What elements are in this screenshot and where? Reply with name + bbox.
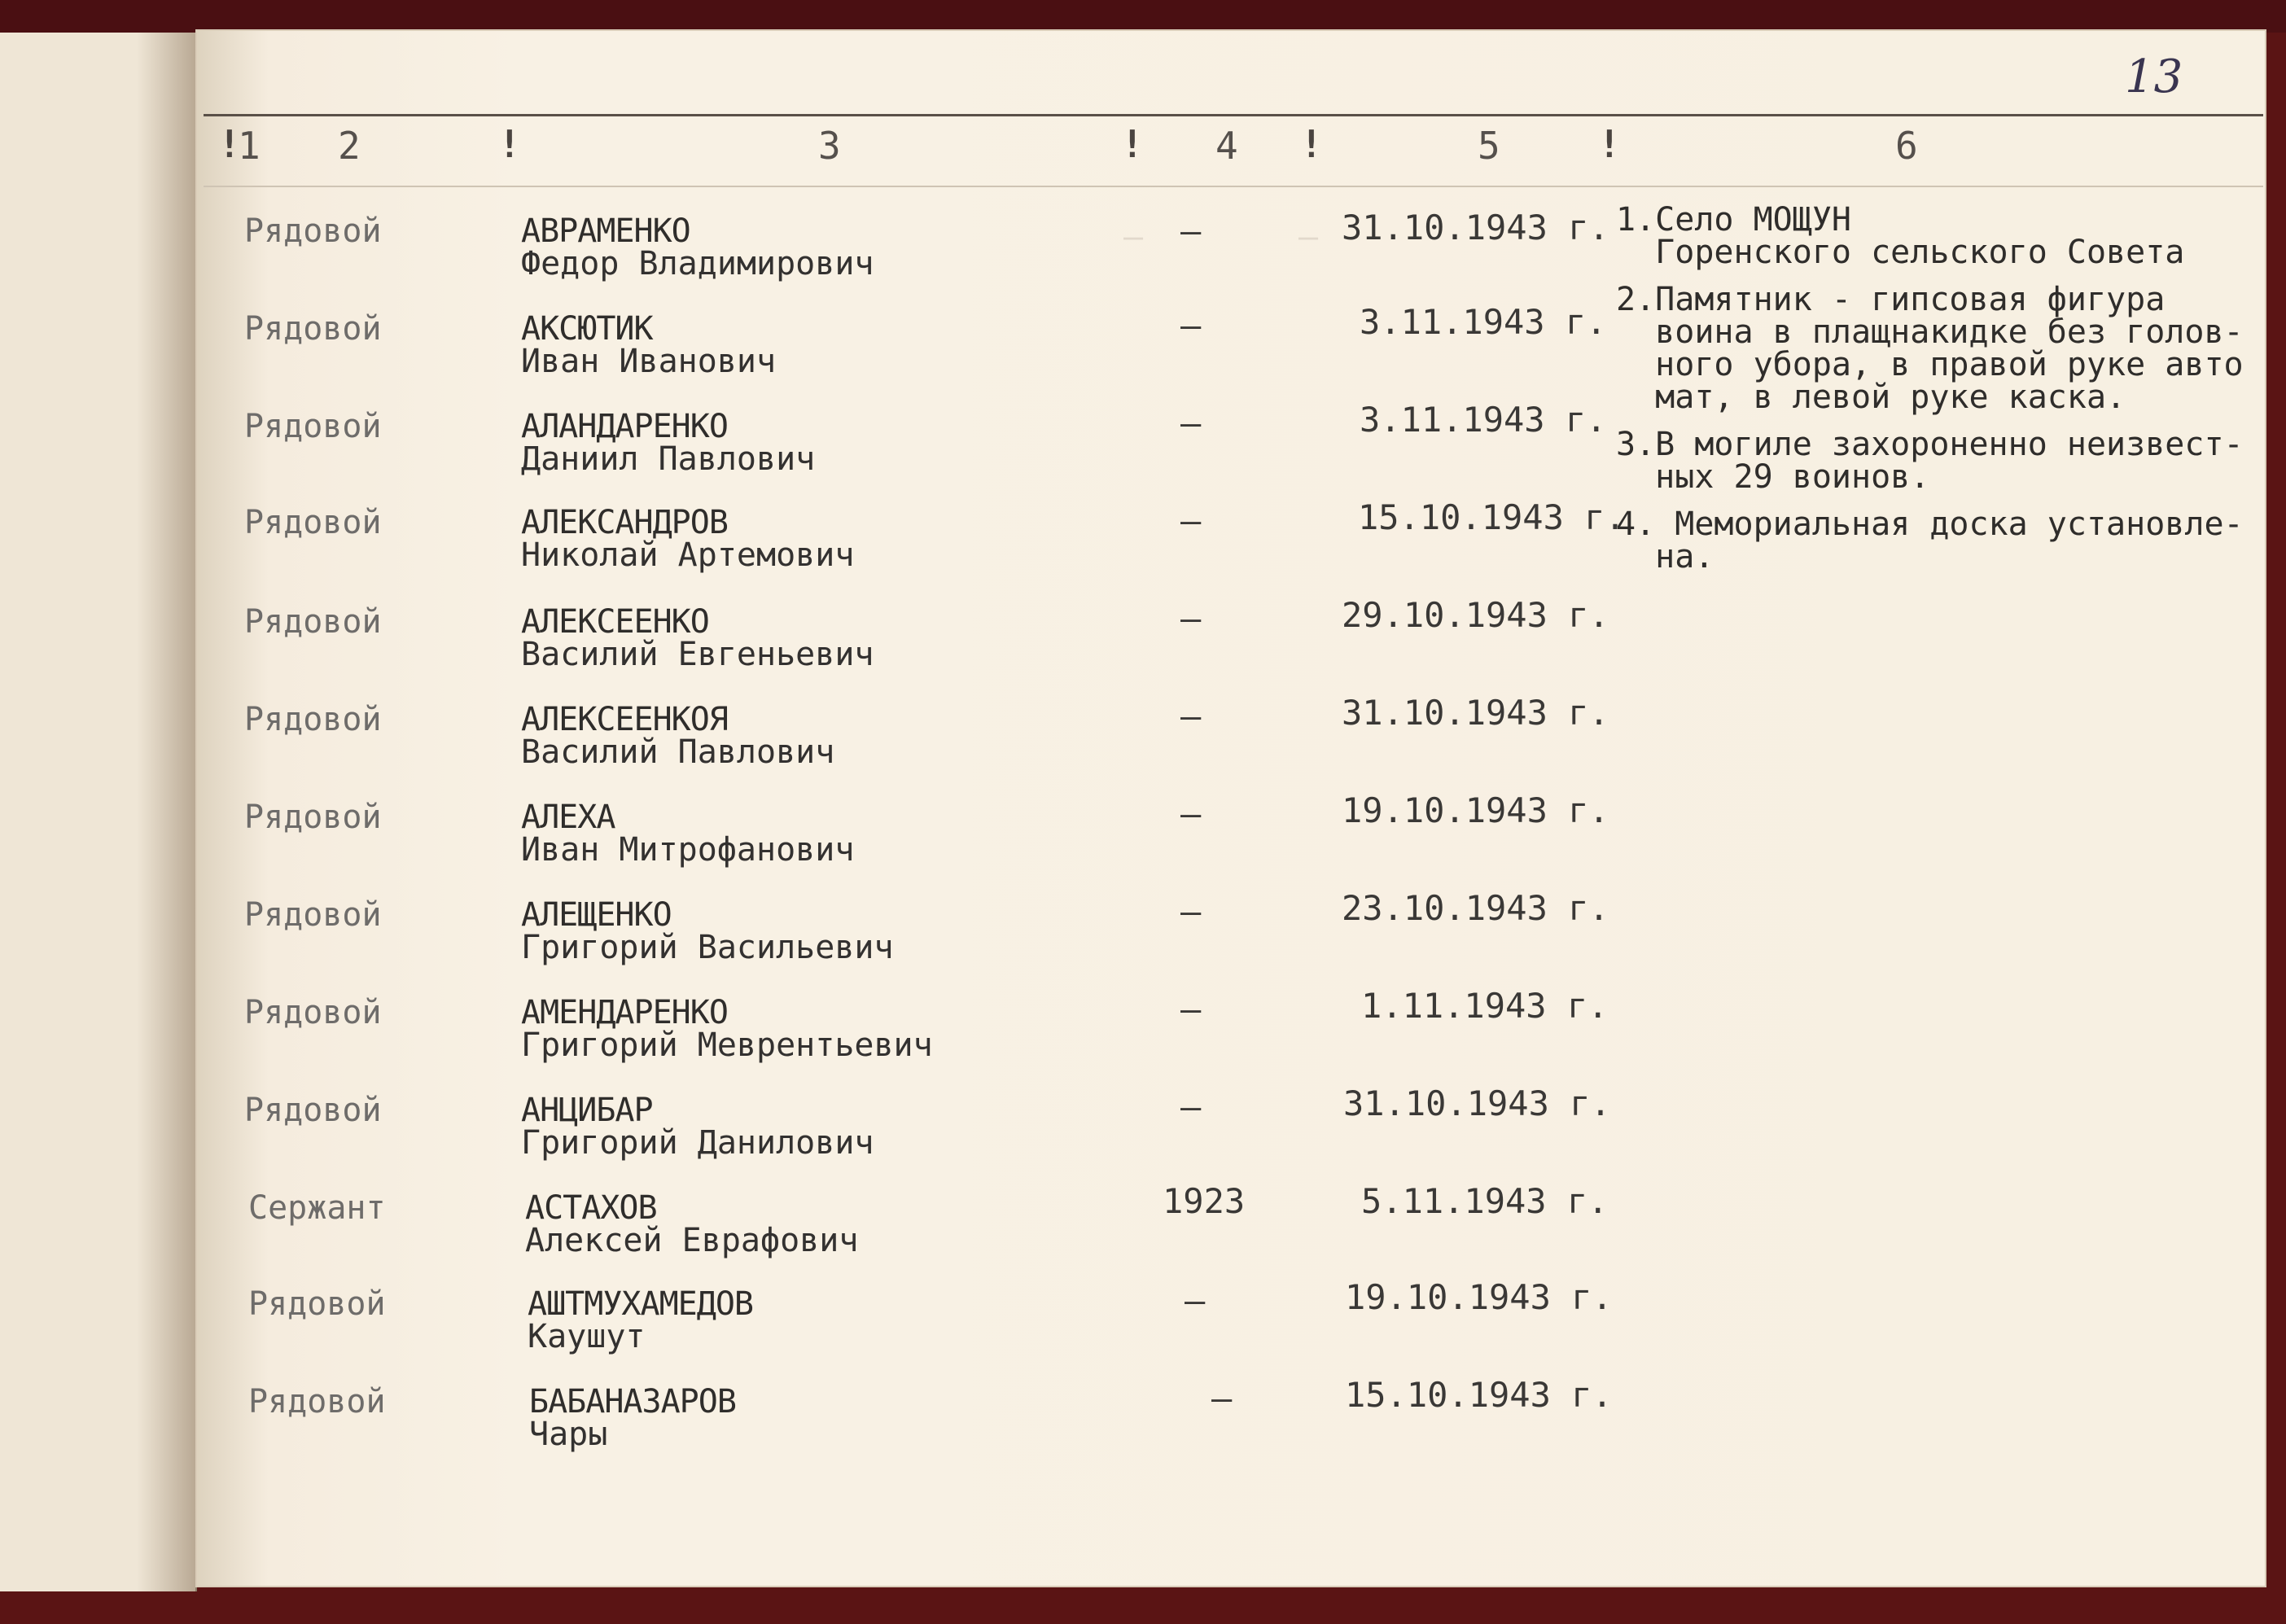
birth-year-cell: —	[1180, 211, 1202, 251]
death-date-cell: 1.11.1943 г.	[1361, 986, 1609, 1026]
rank-cell: Рядовой	[244, 994, 382, 1031]
death-date-cell: 3.11.1943 г.	[1360, 400, 1607, 440]
rank-cell: Рядовой	[244, 896, 382, 934]
surname-cell: АНЦИБАР	[521, 1092, 653, 1129]
page-number: 13	[2125, 50, 2183, 103]
header-col-2: 2	[338, 124, 361, 168]
death-date-cell: 31.10.1943 г.	[1343, 1083, 1611, 1123]
birth-year-cell: —	[1180, 1087, 1202, 1127]
note-line: 2.Памятник - гипсовая фигура	[1616, 281, 2166, 318]
surname-cell: АСТАХОВ	[525, 1189, 657, 1227]
birth-year-cell: —	[1180, 794, 1202, 834]
birth-year-cell: —	[1185, 1280, 1206, 1320]
given-name-cell: Алексей Еврафович	[525, 1222, 859, 1259]
header-col-6: 6	[1895, 124, 1918, 168]
note-line: Горенского сельского Совета	[1616, 234, 2185, 271]
birth-year-cell: —	[1180, 891, 1202, 931]
given-name-cell: Федор Владимирович	[521, 245, 874, 282]
burial-notes	[1616, 201, 2259, 576]
death-date-cell: 15.10.1943 г.	[1358, 497, 1626, 537]
given-name-cell: Иван Митрофанович	[521, 831, 855, 869]
header-separator: !	[1300, 122, 1323, 166]
rank-cell: Рядовой	[244, 603, 382, 641]
note-line: воина в плащнакидке без голов-	[1616, 313, 2244, 351]
birth-year-cell: —	[1180, 989, 1202, 1029]
bleed-through-text: —	[1298, 218, 1319, 256]
birth-year-cell: —	[1180, 403, 1202, 443]
rank-cell: Рядовой	[248, 1383, 386, 1420]
death-date-cell: 15.10.1943 г.	[1345, 1375, 1613, 1415]
death-date-cell: 29.10.1943 г.	[1342, 595, 1609, 635]
birth-year-cell: —	[1180, 305, 1202, 345]
surname-cell: АШТМУХАМЕДОВ	[528, 1285, 753, 1323]
birth-year-cell: —	[1180, 696, 1202, 736]
rank-cell: Рядовой	[244, 504, 382, 541]
bleed-through-text: —	[1123, 218, 1144, 256]
header-col-4: 4	[1215, 124, 1238, 168]
rank-cell: Рядовой	[244, 408, 382, 445]
given-name-cell: Иван Иванович	[521, 343, 777, 380]
surname-cell: АЛАНДАРЕНКО	[521, 408, 728, 445]
header-separator: !	[218, 122, 241, 166]
given-name-cell: Чары	[529, 1416, 608, 1453]
death-date-cell: 23.10.1943 г.	[1342, 888, 1609, 928]
note-line: 4. Мемориальная доска установле-	[1616, 506, 2244, 543]
surname-cell: АЛЕКСЕЕНКО	[521, 603, 709, 641]
header-separator: !	[1598, 122, 1621, 166]
rank-cell: Рядовой	[244, 310, 382, 348]
note-line: ных 29 воинов.	[1616, 458, 1930, 496]
death-date-cell: 3.11.1943 г.	[1360, 302, 1607, 342]
birth-year-cell: —	[1180, 598, 1202, 638]
rank-cell: Рядовой	[248, 1285, 386, 1323]
given-name-cell: Даниил Павлович	[521, 440, 816, 478]
rank-cell: Рядовой	[244, 799, 382, 836]
surname-cell: АЛЕЩЕНКО	[521, 896, 672, 934]
given-name-cell: Василий Павлович	[521, 733, 835, 771]
birth-year-cell: 1923	[1163, 1181, 1246, 1221]
birth-year-cell: —	[1211, 1378, 1233, 1418]
surname-cell: АКСЮТИК	[521, 310, 653, 348]
given-name-cell: Василий Евгеньевич	[521, 636, 874, 673]
header-col-3: 3	[818, 124, 841, 168]
given-name-cell: Григорий Васильевич	[521, 929, 894, 966]
surname-cell: АЛЕКСЕЕНКОЯ	[521, 701, 728, 738]
note-line: мат, в левой руке каска.	[1616, 379, 2126, 416]
surname-cell: АВРАМЕНКО	[521, 212, 690, 250]
surname-cell: АЛЕХА	[521, 799, 615, 836]
rank-cell: Рядовой	[244, 212, 382, 250]
given-name-cell: Григорий Данилович	[521, 1124, 874, 1162]
note-line: 3.В могиле захороненно неизвест-	[1616, 426, 2244, 463]
surname-cell: АМЕНДАРЕНКО	[521, 994, 728, 1031]
note-line: ного убора, в правой руке авто	[1616, 346, 2244, 383]
death-date-cell: 19.10.1943 г.	[1345, 1277, 1613, 1317]
rank-cell: Рядовой	[244, 1092, 382, 1129]
backdrop	[0, 0, 2286, 33]
header-col-5: 5	[1478, 124, 1500, 168]
surname-cell: БАБАНАЗАРОВ	[529, 1383, 736, 1420]
rank-cell: Рядовой	[244, 701, 382, 738]
birth-year-cell: —	[1180, 501, 1202, 541]
header-rule-bottom	[204, 186, 2263, 187]
death-date-cell: 5.11.1943 г.	[1361, 1181, 1609, 1221]
note-line: на.	[1616, 538, 1714, 576]
given-name-cell: Каушут	[528, 1318, 646, 1355]
death-date-cell: 31.10.1943 г.	[1342, 208, 1609, 247]
header-separator: !	[498, 122, 521, 166]
death-date-cell: 19.10.1943 г.	[1342, 790, 1609, 830]
surname-cell: АЛЕКСАНДРОВ	[521, 504, 728, 541]
note-line: 1.Село МОЩУН	[1616, 201, 1851, 239]
given-name-cell: Николай Артемович	[521, 536, 855, 574]
death-date-cell: 31.10.1943 г.	[1342, 693, 1609, 733]
header-rule-top	[204, 114, 2263, 116]
left-page-edge	[0, 33, 197, 1591]
rank-cell: Сержант	[248, 1189, 386, 1227]
header-col-1: 1	[238, 124, 261, 168]
given-name-cell: Григорий Меврентьевич	[521, 1026, 933, 1064]
header-separator: !	[1121, 122, 1144, 166]
